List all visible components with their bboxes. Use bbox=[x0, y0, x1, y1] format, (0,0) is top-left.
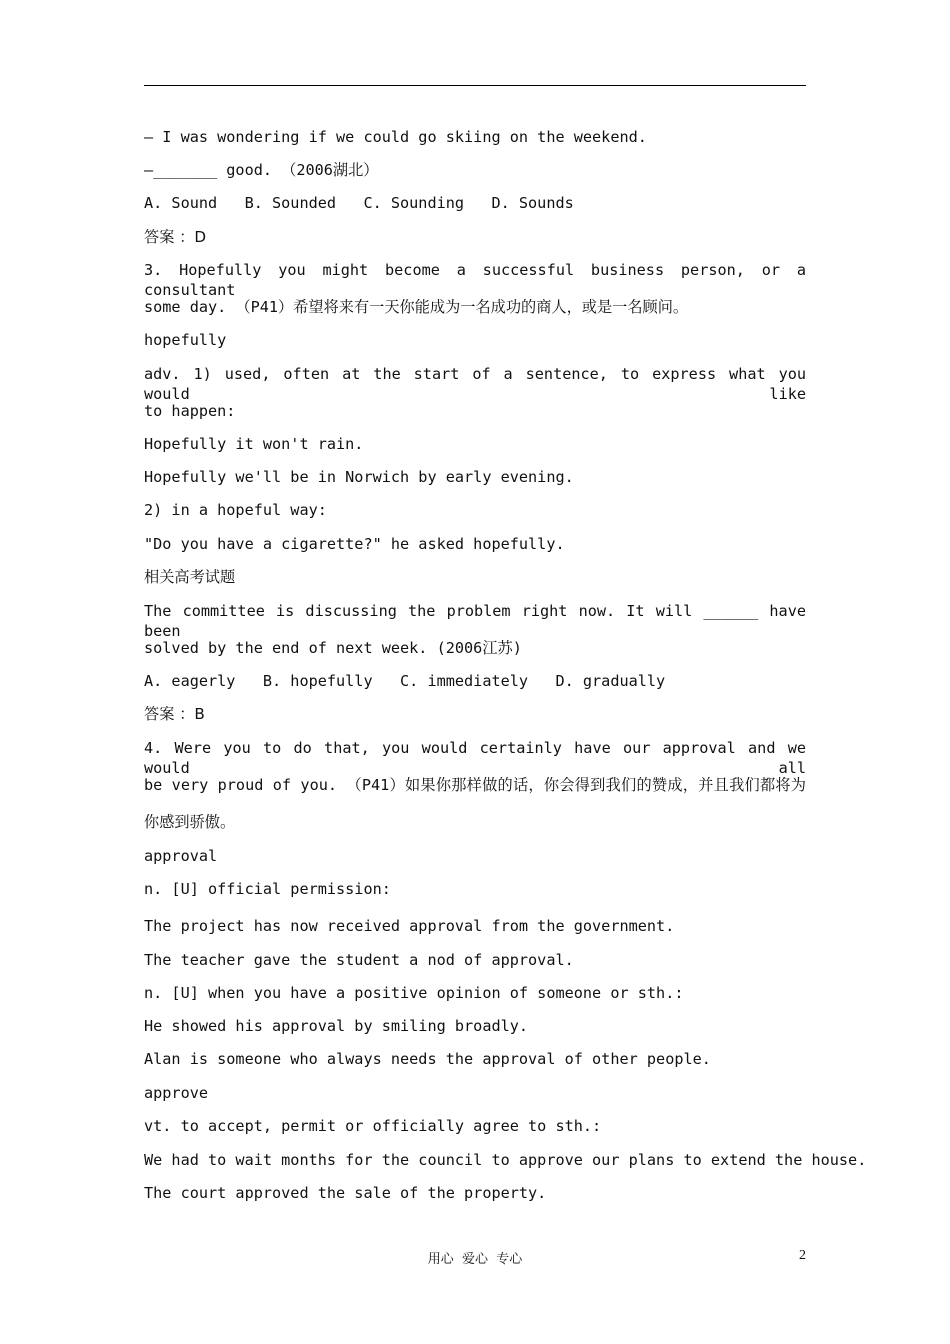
text-line: be very proud of you. （P41）如果你那样做的话，你会得到我们的赞成，并且我们都将为 bbox=[144, 776, 806, 794]
text-line: The committee is discussing the problem right now. It will ______ have been bbox=[144, 602, 806, 640]
example-line: Hopefully it won't rain. bbox=[144, 435, 364, 453]
text-line: n. [U] when you have a positive opinion of someone or sth.: bbox=[144, 984, 684, 1002]
text-line: 4. Were you to do that, you would certainly have our approval and we would all bbox=[144, 739, 806, 777]
text-line: 3. Hopefully you might become a successful business person, or a consultant bbox=[144, 261, 806, 299]
example-line: The teacher gave the student a nod of approval. bbox=[144, 951, 574, 969]
text-line: 2) in a hopeful way: bbox=[144, 501, 327, 519]
example-line: The project has now received approval from the government. bbox=[144, 917, 675, 935]
example-line: "Do you have a cigarette?" he asked hopefully. bbox=[144, 535, 565, 553]
text-line: — I was wondering if we could go skiing on the weekend. bbox=[144, 128, 647, 146]
text-line: some day. （P41）希望将来有一天你能成为一名成功的商人，或是一名顾问。 bbox=[144, 298, 689, 316]
example-line: Hopefully we'll be in Norwich by early evening. bbox=[144, 468, 574, 486]
example-line: Alan is someone who always needs the approval of other people. bbox=[144, 1050, 711, 1068]
text-line: n. [U] official permission: bbox=[144, 880, 391, 898]
text-line: —_______ good. （2006湖北） bbox=[144, 161, 379, 179]
header-rule bbox=[144, 85, 806, 86]
example-line: The court approved the sale of the property. bbox=[144, 1184, 547, 1202]
section-heading: 相关高考试题 bbox=[144, 568, 236, 586]
page-number: 2 bbox=[799, 1248, 806, 1263]
example-line: We had to wait months for the council to approve our plans to extend the house. bbox=[144, 1151, 867, 1169]
text-line: A. Sound B. Sounded C. Sounding D. Sounds bbox=[144, 194, 574, 212]
text-line: 你感到骄傲。 bbox=[144, 813, 236, 831]
answer-line: 答案 ：B bbox=[144, 705, 205, 723]
headword: approve bbox=[144, 1084, 209, 1102]
example-line: He showed his approval by smiling broadly. bbox=[144, 1017, 529, 1035]
headword: approval bbox=[144, 847, 218, 865]
answer-line: 答案 ：D bbox=[144, 228, 207, 246]
text-line: adv. 1) used, often at the start of a sentence, to express what you would like bbox=[144, 365, 806, 403]
headword: hopefully bbox=[144, 331, 227, 349]
text-line: solved by the end of next week. (2006江苏) bbox=[144, 639, 522, 657]
text-line: to happen: bbox=[144, 402, 236, 420]
text-line: vt. to accept, permit or officially agree to sth.: bbox=[144, 1117, 602, 1135]
text-line: A. eagerly B. hopefully C. immediately D. gradually bbox=[144, 672, 666, 690]
footer-motto: 用心 爱心 专心 bbox=[427, 1252, 523, 1267]
